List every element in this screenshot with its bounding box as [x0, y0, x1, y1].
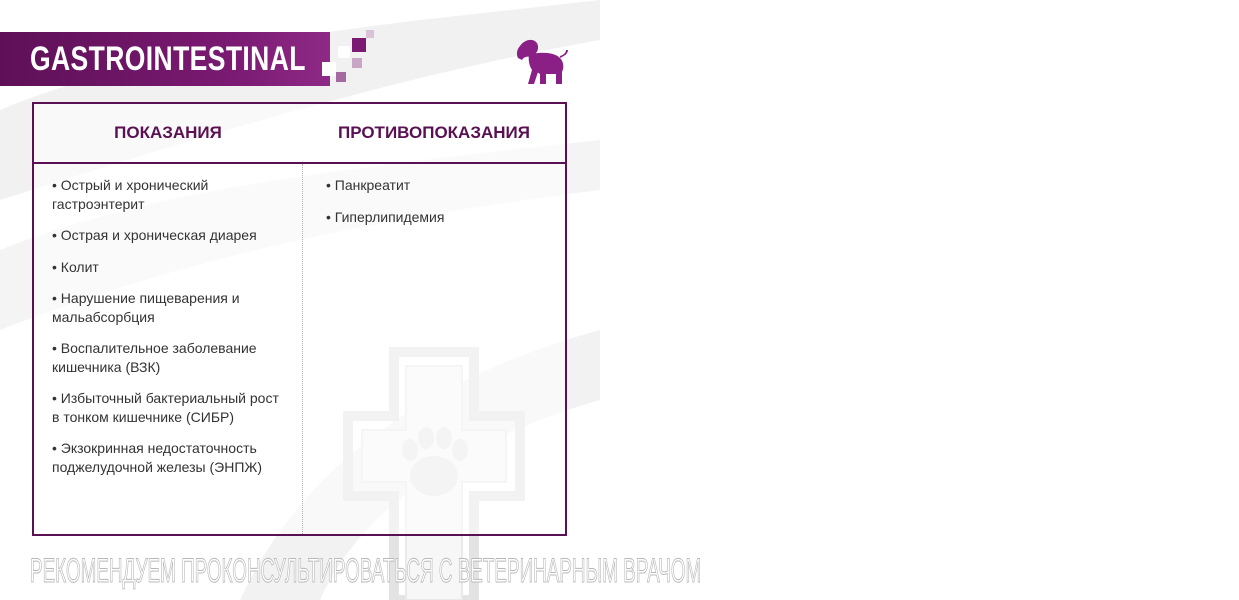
- table-header: [34, 104, 565, 164]
- column-divider: [302, 164, 303, 534]
- list-item: • Панкреатит: [326, 177, 411, 193]
- footer-text: РЕКОМЕНДУЕМ ПРОКОНСУЛЬТИРОВАТЬСЯ С ВЕТЕРИНАРНЫМ ВРАЧОМ: [30, 552, 702, 590]
- list-item: • Экзокринная недостаточность поджелудочной железы (ЭНПЖ): [52, 440, 262, 475]
- title-banner: [0, 32, 330, 86]
- decor-square: [322, 62, 336, 76]
- list-item: • Острый и хронический гастроэнтерит: [52, 177, 209, 212]
- list-item: • Острая и хроническая диарея: [52, 227, 257, 243]
- decor-square: [366, 30, 374, 38]
- decor-square: [352, 58, 362, 68]
- list-item: • Избыточный бактериальный рост в тонком кишечнике (СИБР): [52, 390, 279, 425]
- list-item: • Нарушение пищеварения и мальабсорбция: [52, 290, 240, 325]
- indications-list: [52, 176, 290, 489]
- header-indications: ПОКАЗАНИЯ: [114, 123, 222, 142]
- footer-disclaimer: [30, 551, 702, 595]
- list-item: • Колит: [52, 258, 99, 275]
- header-contraindications: ПРОТИВОПОКАЗАНИЯ: [338, 123, 530, 142]
- decor-square: [338, 46, 350, 58]
- dog-silhouette-icon: [514, 34, 570, 88]
- banner-title: GASTROINTESTINAL: [30, 40, 306, 78]
- decor-square: [336, 72, 346, 82]
- indications-table: [32, 102, 567, 536]
- contraindications-list: [326, 176, 556, 239]
- list-item: • Гиперлипидемия: [326, 208, 445, 225]
- decor-square: [352, 38, 366, 52]
- list-item: • Воспалительное заболевание кишечника (ВЗК): [52, 340, 257, 375]
